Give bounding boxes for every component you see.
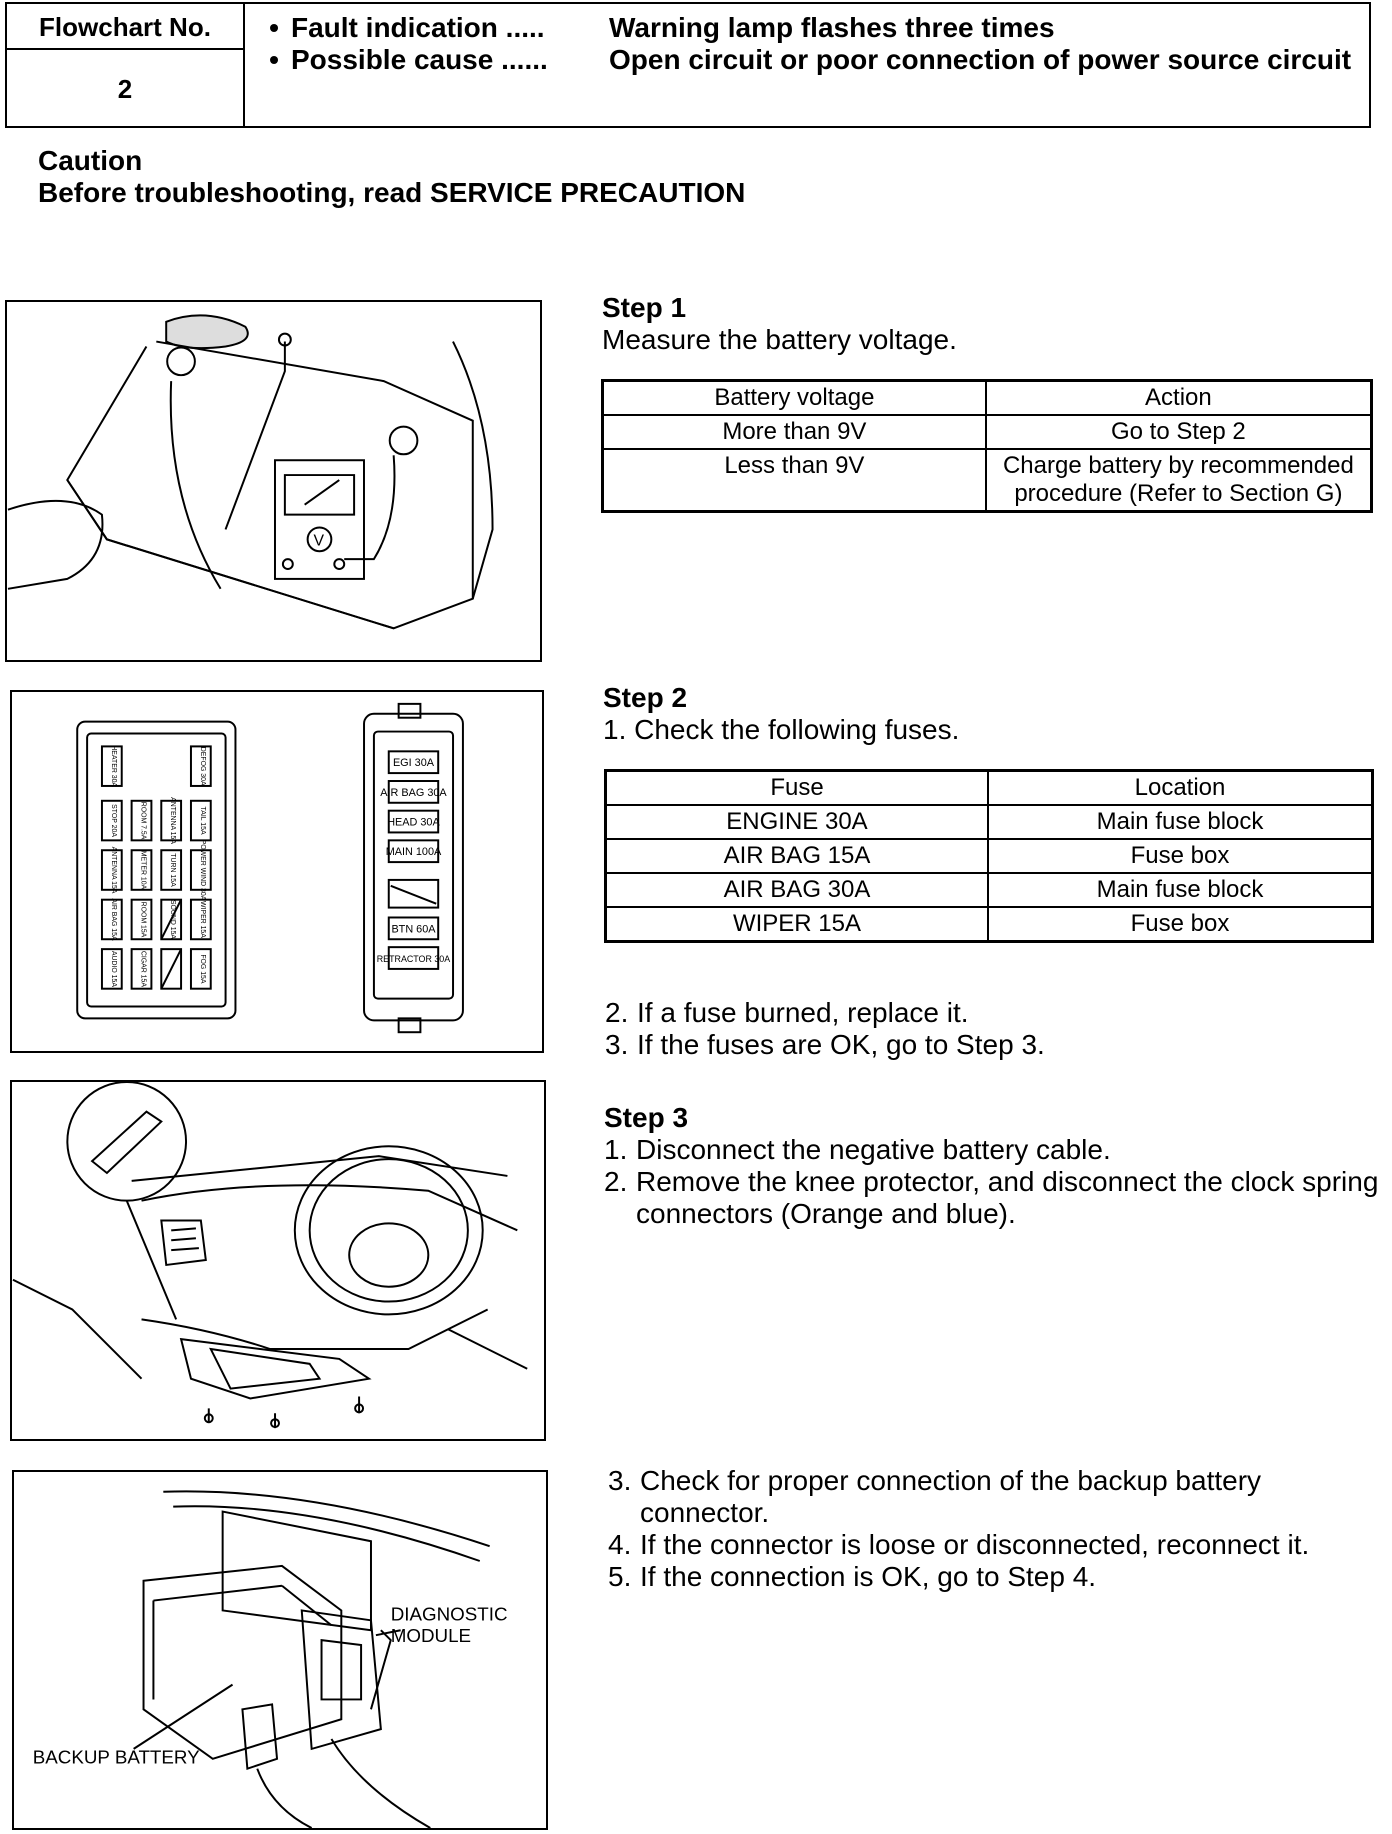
table-row	[606, 907, 1373, 942]
table-header: Location	[988, 771, 1373, 806]
svg-text:V: V	[313, 532, 325, 550]
table-cell: Go to Step 2	[986, 415, 1372, 449]
possible-cause-row	[257, 44, 1359, 76]
list-text: If the fuses are OK, go to Step 3.	[637, 1029, 1045, 1060]
list-item	[605, 997, 1375, 1029]
table-cell: AIR BAG 15A	[606, 839, 989, 873]
fault-indication-key: Fault indication .....	[291, 12, 545, 43]
small-fuse-label: POWER WIND 30A	[198, 839, 206, 901]
list-item	[608, 1529, 1378, 1561]
small-fuse-label: DEFOG 30A	[198, 746, 206, 786]
list-text: If the connection is OK, go to Step 4.	[640, 1561, 1097, 1592]
step3-block	[604, 1102, 1384, 1230]
table-row	[606, 805, 1373, 839]
list-text: If the connector is loose or disconnected, reconnect it.	[640, 1529, 1310, 1560]
small-fuse-label: WIPER 15A	[198, 901, 206, 938]
list-text: Disconnect the negative battery cable.	[636, 1134, 1111, 1165]
small-fuse-label: AIR BAG 15A	[109, 898, 117, 941]
fault-description	[257, 12, 1359, 76]
small-fuse-label: ROOM 15A	[139, 901, 147, 938]
diagnostic-module-label-2: MODULE	[390, 1625, 472, 1647]
table-cell: Fuse box	[988, 839, 1373, 873]
bullet-icon: •	[269, 12, 279, 43]
step2-title: Step 2	[603, 682, 688, 713]
battery-measurement-illustration	[7, 302, 540, 660]
list-item	[608, 1465, 1378, 1529]
table-cell: Less than 9V	[603, 449, 986, 512]
bullet-icon: •	[269, 44, 279, 75]
table-header: Battery voltage	[603, 381, 986, 416]
table-cell: Fuse box	[988, 907, 1373, 942]
table-cell: More than 9V	[603, 415, 986, 449]
caution-text: Before troubleshooting, read SERVICE PRECAUTION	[38, 177, 746, 208]
caution-title: Caution	[38, 145, 143, 176]
small-fuse-label: FOG 15A	[198, 954, 206, 984]
battery-voltage-figure	[5, 300, 542, 662]
small-fuse-label: AUDIO 15A	[109, 950, 117, 987]
flowchart-label: Flowchart No.	[7, 4, 243, 50]
list-number: 5.	[608, 1561, 632, 1592]
table-cell: WIPER 15A	[606, 907, 989, 942]
step1-block	[602, 292, 1382, 356]
table-cell: ENGINE 30A	[606, 805, 989, 839]
fuse-table	[604, 769, 1374, 943]
list-number: 3.	[608, 1465, 632, 1496]
dashboard-figure	[10, 1080, 546, 1441]
table-header-row	[603, 381, 1372, 416]
table-row	[606, 873, 1373, 907]
small-fuse-label: ANTENNA 15A	[109, 846, 117, 894]
fuse-label: BTN 60A	[391, 923, 436, 936]
fuse-label: HEAD 30A	[387, 816, 440, 829]
table-header: Fuse	[606, 771, 989, 806]
fault-indication-value: Warning lamp flashes three times	[609, 12, 1055, 43]
small-fuse-label: METER 10A	[139, 850, 147, 890]
small-fuse-label: CIGAR 15A	[139, 950, 147, 987]
small-fuse-label: ANTENNA 15A	[169, 797, 177, 844]
list-number: 2.	[604, 1166, 628, 1197]
list-text: Check for proper connection of the backup battery connector.	[640, 1465, 1262, 1528]
table-cell: Main fuse block	[988, 873, 1373, 907]
step3-list-continued	[608, 1465, 1378, 1593]
list-text: If a fuse burned, replace it.	[637, 997, 969, 1028]
list-item	[604, 1166, 1384, 1230]
caution-block	[38, 145, 745, 209]
fuse-label: EGI 30A	[392, 757, 435, 770]
table-header: Action	[986, 381, 1372, 416]
list-text: Remove the knee protector, and disconnect the clock spring connectors (Orange and blue).	[636, 1166, 1379, 1229]
flowchart-number-cell	[7, 4, 245, 126]
table-cell: Main fuse block	[988, 805, 1373, 839]
list-item	[605, 1029, 1375, 1061]
knee-protector-illustration	[12, 1082, 544, 1439]
step1-title: Step 1	[602, 292, 687, 323]
fuse-block-illustration	[12, 692, 542, 1051]
diagnostic-module-label: DIAGNOSTIC	[390, 1603, 508, 1625]
flowchart-number: 2	[117, 74, 133, 104]
table-cell: Charge battery by recommended procedure (Refer to Section G)	[986, 449, 1372, 512]
small-fuse-label: TAIL 15A	[198, 806, 206, 835]
small-fuse-label: ROOM 7.5A	[139, 801, 147, 840]
possible-cause-value: Open circuit or poor connection of power source circuit	[609, 44, 1352, 75]
table-row	[603, 449, 1372, 512]
step3-title: Step 3	[604, 1102, 689, 1133]
diagnostic-module-illustration	[14, 1472, 546, 1828]
backup-battery-label: BACKUP BATTERY	[32, 1746, 200, 1768]
fuse-block-figure	[10, 690, 544, 1053]
step2-block	[603, 682, 1383, 746]
table-cell: AIR BAG 30A	[606, 873, 989, 907]
list-number: 4.	[608, 1529, 632, 1560]
small-fuse-label: HEATER 30A	[109, 745, 117, 788]
table-header-row	[606, 771, 1373, 806]
step3-list	[604, 1134, 1384, 1230]
list-number: 3.	[605, 1029, 629, 1060]
fault-indication-row	[257, 12, 1359, 44]
fuse-label: MAIN 100A	[385, 846, 442, 859]
step2-text: 1. Check the following fuses.	[603, 714, 960, 745]
table-row	[603, 415, 1372, 449]
step2-list	[605, 997, 1375, 1061]
list-item	[608, 1561, 1378, 1593]
small-fuse-label: TURN 15A	[169, 853, 177, 887]
list-item	[604, 1134, 1384, 1166]
battery-voltage-table	[601, 379, 1373, 513]
table-row	[606, 839, 1373, 873]
flowchart-header	[5, 2, 1371, 128]
fuse-label: AIR BAG 30A	[380, 786, 447, 799]
small-fuse-label: STOP 20A	[109, 804, 117, 837]
list-number: 2.	[605, 997, 629, 1028]
list-number: 1.	[604, 1134, 628, 1165]
diagnostic-module-figure	[12, 1470, 548, 1830]
step1-text: Measure the battery voltage.	[602, 324, 957, 355]
possible-cause-key: Possible cause ......	[291, 44, 548, 75]
fuse-label: RETRACTOR 30A	[376, 953, 451, 964]
small-fuse-label: SOUND 15A	[169, 899, 177, 940]
